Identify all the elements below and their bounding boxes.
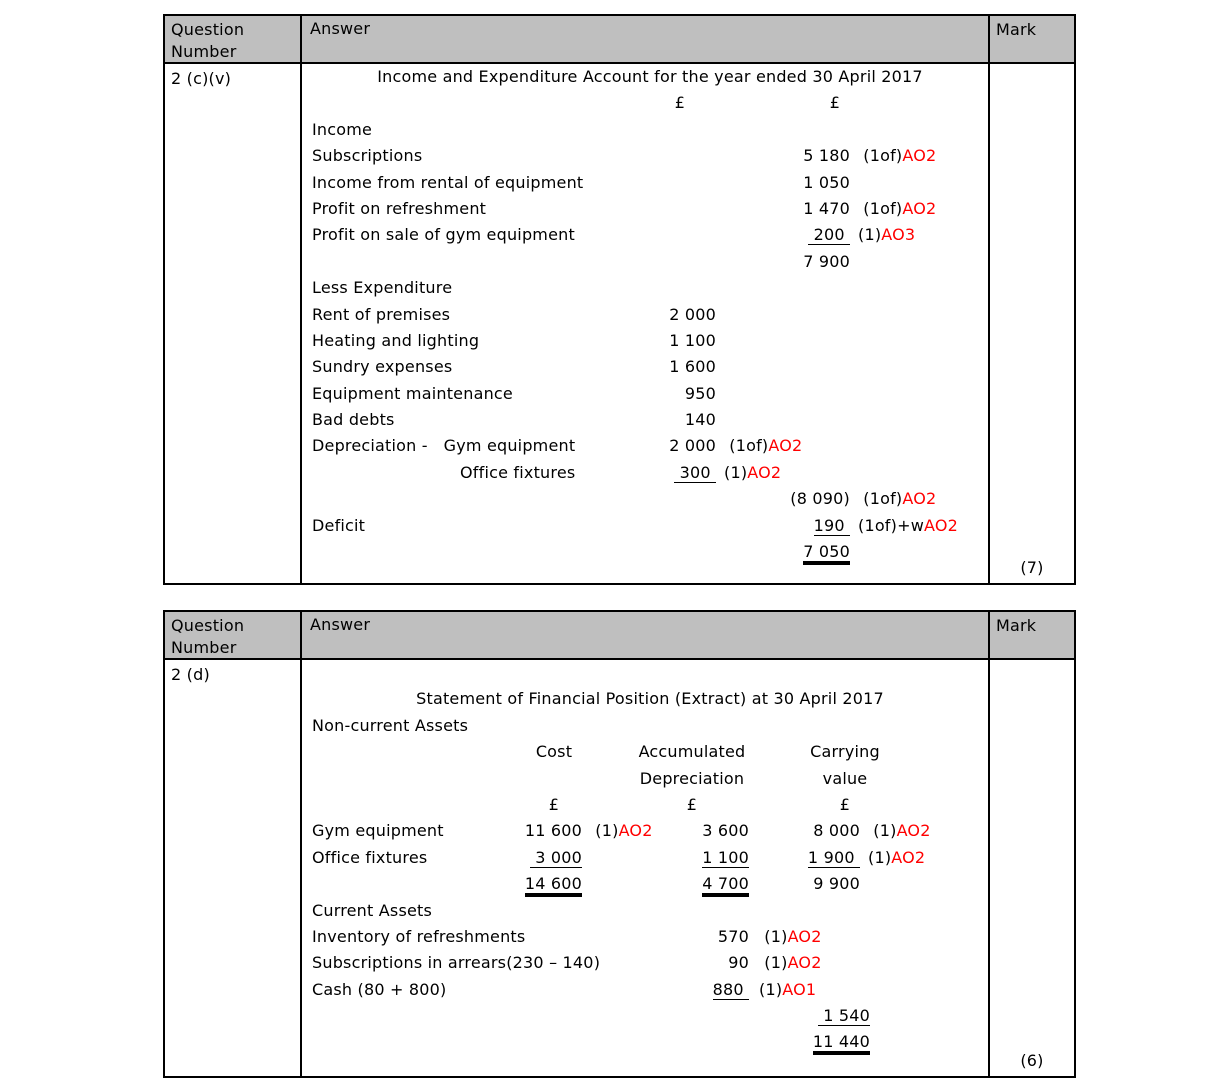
- currency-symbol: £: [839, 794, 851, 814]
- question-number-header: Question Number: [165, 16, 302, 62]
- amount-column: [312, 845, 860, 871]
- question-number-header: Question Number: [165, 612, 302, 658]
- line-label: Equipment maintenance: [312, 383, 513, 403]
- mark-scheme-table-1: [163, 14, 1076, 585]
- table-body-row: [165, 64, 1074, 583]
- mark-allocation: (1): [858, 225, 882, 245]
- line-label: Income from rental of equipment: [312, 172, 584, 192]
- amount: 140: [684, 410, 716, 430]
- account-line: [312, 898, 988, 924]
- amount: 7 050: [803, 542, 850, 562]
- account-line: [312, 170, 988, 196]
- answer-header: Answer: [302, 612, 990, 658]
- amount: 1 540: [817, 1006, 870, 1026]
- account-line: [312, 924, 988, 950]
- mark-value: (6): [1020, 1051, 1044, 1070]
- amount: 9 900: [813, 874, 860, 894]
- mark-allocation: (1): [759, 979, 783, 999]
- column-header: Carrying: [810, 742, 880, 762]
- amount: 14 600: [524, 874, 582, 894]
- currency-symbol: £: [686, 794, 698, 814]
- account-line: [312, 433, 988, 459]
- amount-column: [312, 354, 716, 380]
- mark-cell: [990, 64, 1074, 583]
- column-header: Depreciation: [639, 768, 745, 788]
- mark-annotation: [759, 950, 822, 976]
- line-label: Income: [312, 119, 373, 139]
- ao-tag: AO2: [747, 462, 782, 482]
- line-label: Subscriptions in arrears(230 – 140): [312, 953, 601, 973]
- amount: 1 050: [803, 172, 850, 192]
- account-line: [312, 460, 988, 486]
- mark-allocation: (1of): [858, 146, 903, 166]
- amount: 90: [728, 953, 749, 973]
- amount: 1 600: [669, 357, 716, 377]
- account-line: [312, 381, 988, 407]
- line-label: Office fixtures: [312, 462, 576, 482]
- account-line: [312, 1003, 988, 1029]
- mark-annotation: [858, 196, 936, 222]
- account-line: [312, 739, 988, 765]
- mark-annotation: [858, 486, 936, 512]
- mark-annotation: [724, 433, 802, 459]
- amount-column: [312, 818, 860, 844]
- account-line: [312, 275, 988, 301]
- ao-tag: AO2: [787, 953, 822, 973]
- amount: 1 470: [803, 198, 850, 218]
- account-line: [312, 328, 988, 354]
- account-line: [312, 818, 988, 844]
- ao-tag: AO3: [881, 225, 916, 245]
- account-line: [312, 871, 988, 897]
- line-label: Inventory of refreshments: [312, 926, 526, 946]
- answer-header: Answer: [302, 16, 990, 62]
- question-number-cell: [165, 660, 302, 1076]
- mark-allocation: (1of)+w: [858, 515, 924, 535]
- mark-annotation: [858, 513, 958, 539]
- amount-column: [312, 302, 716, 328]
- amount-column: [312, 1029, 870, 1055]
- amount: 2 000: [669, 304, 716, 324]
- amount: 4 700: [702, 874, 749, 894]
- ao-tag: AO2: [787, 926, 822, 946]
- mark-annotation: [759, 977, 816, 1003]
- mark-allocation: (1): [590, 821, 619, 841]
- amount-column: [312, 977, 749, 1003]
- mark-cell: [990, 660, 1074, 1076]
- line-label: Current Assets: [312, 900, 433, 920]
- amount: 8 000: [813, 821, 860, 841]
- ao-tag: AO2: [902, 146, 937, 166]
- line-label: Rent of premises: [312, 304, 451, 324]
- amount-column: [312, 539, 850, 565]
- mark-allocation: (1): [759, 926, 788, 946]
- amount: (8 090): [790, 489, 850, 509]
- currency-symbol: £: [548, 794, 560, 814]
- mark-annotation: [724, 460, 781, 486]
- amount: 2 000: [669, 436, 716, 456]
- table-header-row: [165, 16, 1074, 64]
- amount: 1 900: [807, 847, 860, 867]
- amount-column: [312, 381, 716, 407]
- account-line: [312, 486, 988, 512]
- account-line: [312, 407, 988, 433]
- line-label: Profit on sale of gym equipment: [312, 225, 575, 245]
- account-line: [312, 950, 988, 976]
- statement-title: Statement of Financial Position (Extract) at 30 April 2017: [416, 689, 884, 709]
- amount-column: [312, 407, 716, 433]
- amount: 200: [808, 225, 850, 245]
- table-body-row: [165, 660, 1074, 1076]
- amount-column: [312, 924, 749, 950]
- line-label: Non-current Assets: [312, 715, 469, 735]
- amount: 300: [674, 462, 716, 482]
- amount-column: [312, 249, 850, 275]
- line-label: Cash (80 + 800): [312, 979, 447, 999]
- mark-allocation: (1of): [858, 198, 903, 218]
- currency-symbol: £: [829, 93, 841, 113]
- account-line: [312, 117, 988, 143]
- line-label: Profit on refreshment: [312, 198, 487, 218]
- account-line: [312, 792, 988, 818]
- account-line: [312, 222, 988, 248]
- line-label: Subscriptions: [312, 146, 423, 166]
- ao-tag: AO2: [618, 821, 653, 841]
- mark-header: Mark: [996, 616, 1037, 635]
- column-header: Accumulated: [638, 742, 746, 762]
- account-line: [312, 143, 988, 169]
- line-label: Deficit: [312, 515, 366, 535]
- mark-annotation: [858, 143, 936, 169]
- currency-symbol: £: [674, 93, 686, 113]
- amount: 950: [684, 383, 716, 403]
- mark-annotation: [858, 222, 915, 248]
- account-line: [312, 196, 988, 222]
- account-line: [312, 1029, 988, 1055]
- column-header: value: [822, 768, 868, 788]
- line-label: Office fixtures: [312, 847, 428, 867]
- mark-allocation: (1of): [724, 436, 769, 456]
- amount-column: [312, 196, 850, 222]
- account-line: [312, 302, 988, 328]
- line-label: Less Expenditure: [312, 278, 453, 298]
- account-line: [312, 977, 988, 1003]
- amount-column: [312, 513, 850, 539]
- amount-column: [312, 143, 850, 169]
- amount: 11 600: [524, 821, 582, 841]
- ao-tag: AO2: [768, 436, 803, 456]
- amount-column: [312, 950, 749, 976]
- account-line: [312, 713, 988, 739]
- line-label: Depreciation - Gym equipment: [312, 436, 576, 456]
- amount-column: [312, 460, 716, 486]
- mark-annotation: [868, 845, 925, 871]
- ao-tag: AO2: [896, 821, 931, 841]
- mark-allocation: (1): [724, 462, 748, 482]
- amount: 880: [712, 979, 749, 999]
- mark-annotation: [868, 818, 931, 844]
- ao-tag: AO2: [891, 847, 926, 867]
- amount: 3 600: [702, 821, 749, 841]
- amount-column: [312, 170, 850, 196]
- amount-column: [312, 328, 716, 354]
- account-line: [312, 249, 988, 275]
- account-line: [312, 354, 988, 380]
- mark-annotation: [759, 924, 822, 950]
- mark-allocation: (1): [868, 847, 892, 867]
- account-line: [312, 539, 988, 565]
- account-line: [312, 90, 988, 116]
- amount: 570: [717, 926, 749, 946]
- account-line: [312, 660, 988, 686]
- mark-scheme-table-2: [163, 610, 1076, 1078]
- amount: 5 180: [803, 146, 850, 166]
- answer-cell: [302, 64, 990, 583]
- amount-column: [312, 433, 716, 459]
- account-line: [312, 766, 988, 792]
- question-number-cell: [165, 64, 302, 583]
- mark-allocation: (1): [868, 821, 897, 841]
- question-number: 2 (d): [171, 665, 210, 684]
- mark-allocation: (1of): [858, 489, 903, 509]
- line-label: Sundry expenses: [312, 357, 453, 377]
- account-line: [312, 513, 988, 539]
- amount: 1 100: [669, 330, 716, 350]
- amount: 3 000: [529, 847, 582, 867]
- amount-column: [312, 1003, 870, 1029]
- line-label: Gym equipment: [312, 821, 444, 841]
- table-header-row: [165, 612, 1074, 660]
- amount-column: [312, 871, 860, 897]
- ao-tag: AO2: [902, 489, 937, 509]
- statement-title: Income and Expenditure Account for the year ended 30 April 2017: [377, 67, 923, 86]
- amount: 190: [813, 515, 850, 535]
- amount-column: [312, 222, 850, 248]
- ao-tag: AO2: [923, 515, 959, 535]
- amount: 11 440: [812, 1032, 870, 1052]
- amount: 1 100: [702, 847, 749, 867]
- mark-value: (7): [1020, 558, 1044, 577]
- amount: 7 900: [803, 251, 850, 271]
- column-header: Cost: [535, 742, 573, 762]
- question-number: 2 (c)(v): [171, 69, 232, 88]
- amount-column: [312, 486, 850, 512]
- answer-cell: [302, 660, 990, 1076]
- ao-tag: AO1: [782, 979, 817, 999]
- mark-header: Mark: [996, 20, 1037, 39]
- line-label: Heating and lighting: [312, 330, 480, 350]
- ao-tag: AO2: [902, 198, 937, 218]
- mark-allocation: (1): [759, 953, 788, 973]
- line-label: Bad debts: [312, 410, 395, 430]
- account-line: [312, 845, 988, 871]
